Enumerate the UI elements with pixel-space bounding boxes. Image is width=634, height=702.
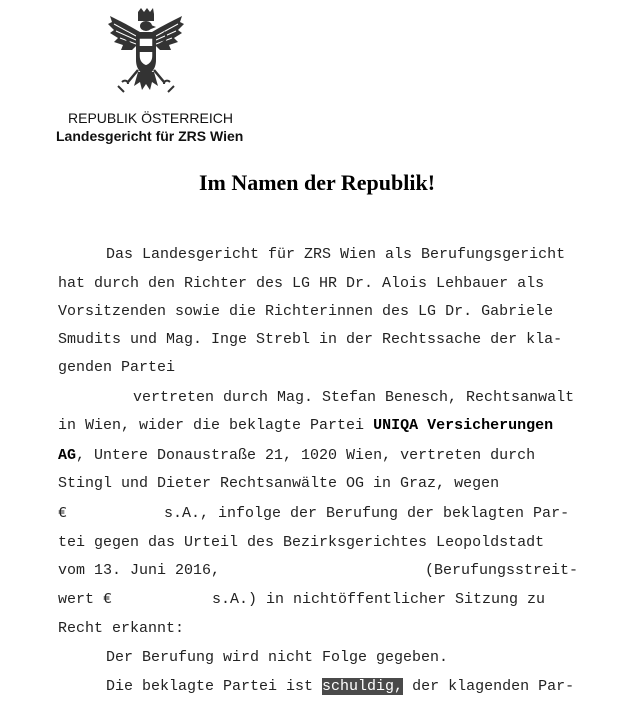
body-line: tei gegen das Urteil des Bezirksgerichtes Leopoldstadt	[58, 534, 545, 551]
body-text: , Untere Donaustraße 21, 1020 Wien, vertreten durch	[76, 447, 536, 464]
body-line: vertreten durch Mag. Stefan Benesch, Rechtsanwalt	[133, 389, 575, 406]
body-line: wert €	[58, 591, 113, 608]
header-court: Landesgericht für ZRS Wien	[56, 128, 244, 144]
body-line: hat durch den Richter des LG HR Dr. Alois Lehbauer als	[58, 275, 545, 292]
body-line: vom 13. Juni 2016,	[58, 562, 221, 579]
body-line	[106, 677, 574, 697]
body-line	[58, 416, 553, 436]
body-line: Der Berufung wird nicht Folge gegeben.	[106, 649, 449, 666]
body-line	[58, 446, 535, 466]
defendant-name: UNIQA Versicherungen	[373, 417, 554, 434]
defendant-name-suffix: AG	[58, 447, 77, 464]
body-text: Die beklagte Partei ist	[106, 678, 323, 695]
body-text: in Wien, wider die beklagte Partei	[58, 417, 374, 434]
body-line: Vorsitzenden sowie die Richterinnen des LG Dr. Gabriele	[58, 303, 554, 320]
body-line: genden Partei	[58, 359, 176, 376]
body-line: s.A.) in nichtöffentlicher Sitzung zu	[212, 591, 546, 608]
body-line: Das Landesgericht für ZRS Wien als Berufungsgericht	[106, 246, 566, 263]
body-text: der klagenden Par-	[403, 678, 575, 695]
body-line: Recht erkannt:	[58, 620, 185, 637]
euro-sign: €	[58, 505, 68, 522]
highlighted-word[interactable]: schuldig,	[322, 678, 404, 695]
body-line: s.A., infolge der Berufung der beklagten Par-	[164, 505, 570, 522]
body-line: Smudits und Mag. Inge Strebl in der Rechtssache der kla-	[58, 331, 563, 348]
body-line: (Berufungsstreit-	[425, 562, 579, 579]
header-country: REPUBLIK ÖSTERREICH	[68, 110, 233, 126]
body-line: Stingl und Dieter Rechtsanwälte OG in Graz, wegen	[58, 475, 500, 492]
page-title: Im Namen der Republik!	[198, 170, 436, 195]
austrian-eagle-emblem-icon	[108, 6, 184, 98]
